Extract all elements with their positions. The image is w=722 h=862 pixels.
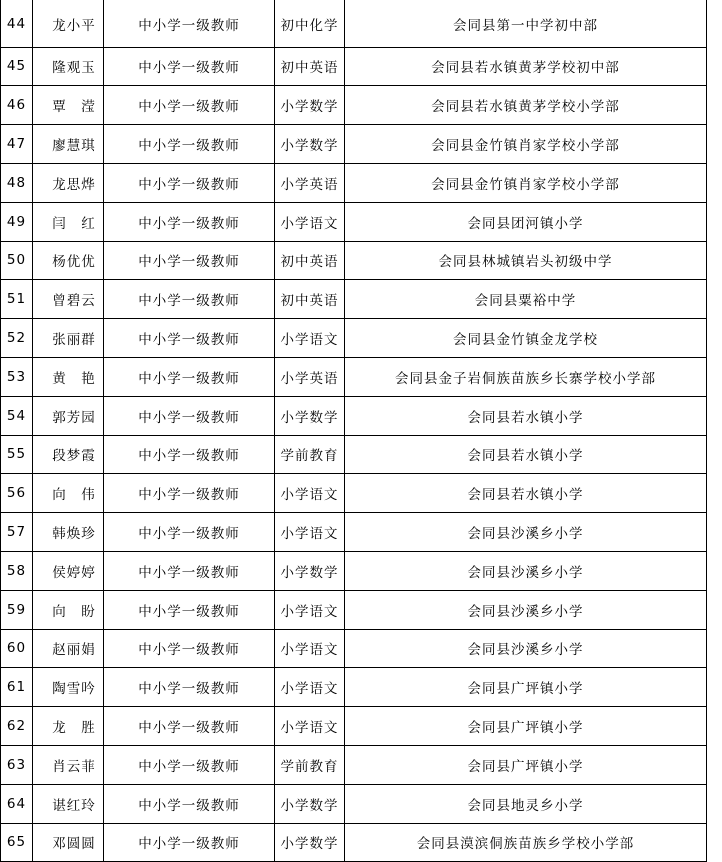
- teacher-school-cell: 会同县若水镇黄茅学校初中部: [345, 47, 707, 86]
- teacher-title-cell: 中小学一级教师: [104, 319, 275, 358]
- teacher-subject-cell: 小学语文: [275, 668, 345, 707]
- teacher-title-cell: 中小学一级教师: [104, 0, 275, 47]
- row-number-cell: 45: [1, 47, 33, 86]
- teacher-subject-cell: 小学语文: [275, 319, 345, 358]
- row-number-cell: 64: [1, 784, 33, 823]
- row-number-cell: 51: [1, 280, 33, 319]
- row-number-cell: 59: [1, 590, 33, 629]
- teacher-subject-cell: 小学数学: [275, 125, 345, 164]
- teacher-title-cell: 中小学一级教师: [104, 396, 275, 435]
- teacher-school-cell: 会同县沙溪乡小学: [345, 513, 707, 552]
- teacher-name-cell: 覃 滢: [33, 86, 104, 125]
- teacher-subject-cell: 小学数学: [275, 784, 345, 823]
- teacher-subject-cell: 学前教育: [275, 435, 345, 474]
- teacher-name-cell: 韩焕珍: [33, 513, 104, 552]
- table-row: [1, 357, 707, 396]
- teacher-school-cell: 会同县广坪镇小学: [345, 745, 707, 784]
- table-row: [1, 668, 707, 707]
- teacher-name-cell: 侯婷婷: [33, 551, 104, 590]
- row-number-cell: 57: [1, 513, 33, 552]
- teacher-name-cell: 向 伟: [33, 474, 104, 513]
- table-row: [1, 784, 707, 823]
- teacher-title-cell: 中小学一级教师: [104, 668, 275, 707]
- row-number-cell: 62: [1, 707, 33, 746]
- teacher-subject-cell: 小学语文: [275, 629, 345, 668]
- table-row: [1, 0, 707, 47]
- table-row: [1, 629, 707, 668]
- table-row: [1, 745, 707, 784]
- teacher-name-cell: 廖慧琪: [33, 125, 104, 164]
- row-number-cell: 44: [1, 0, 33, 47]
- teacher-title-cell: 中小学一级教师: [104, 163, 275, 202]
- teacher-name-cell: 陶雪吟: [33, 668, 104, 707]
- teacher-name-cell: 闫 红: [33, 202, 104, 241]
- teacher-title-cell: 中小学一级教师: [104, 745, 275, 784]
- teacher-school-cell: 会同县第一中学初中部: [345, 0, 707, 47]
- teacher-subject-cell: 小学数学: [275, 823, 345, 862]
- row-number-cell: 48: [1, 163, 33, 202]
- teacher-title-cell: 中小学一级教师: [104, 125, 275, 164]
- teacher-title-cell: 中小学一级教师: [104, 590, 275, 629]
- teacher-subject-cell: 小学语文: [275, 474, 345, 513]
- teacher-name-cell: 黄 艳: [33, 357, 104, 396]
- row-number-cell: 63: [1, 745, 33, 784]
- row-number-cell: 47: [1, 125, 33, 164]
- teacher-name-cell: 龙 胜: [33, 707, 104, 746]
- row-number-cell: 50: [1, 241, 33, 280]
- teacher-subject-cell: 小学语文: [275, 707, 345, 746]
- teacher-name-cell: 肖云菲: [33, 745, 104, 784]
- teacher-subject-cell: 初中英语: [275, 280, 345, 319]
- table-row: [1, 319, 707, 358]
- teacher-subject-cell: 小学数学: [275, 396, 345, 435]
- teacher-school-cell: 会同县林城镇岩头初级中学: [345, 241, 707, 280]
- teacher-school-cell: 会同县沙溪乡小学: [345, 590, 707, 629]
- row-number-cell: 52: [1, 319, 33, 358]
- roster-body: [1, 0, 707, 862]
- teacher-subject-cell: 初中英语: [275, 47, 345, 86]
- teacher-title-cell: 中小学一级教师: [104, 629, 275, 668]
- teacher-title-cell: 中小学一级教师: [104, 280, 275, 319]
- row-number-cell: 58: [1, 551, 33, 590]
- teacher-subject-cell: 初中英语: [275, 241, 345, 280]
- teacher-school-cell: 会同县金竹镇金龙学校: [345, 319, 707, 358]
- teacher-school-cell: 会同县金竹镇肖家学校小学部: [345, 163, 707, 202]
- table-row: [1, 707, 707, 746]
- teacher-title-cell: 中小学一级教师: [104, 202, 275, 241]
- table-row: [1, 241, 707, 280]
- teacher-name-cell: 谌红玲: [33, 784, 104, 823]
- table-row: [1, 86, 707, 125]
- teacher-title-cell: 中小学一级教师: [104, 823, 275, 862]
- row-number-cell: 65: [1, 823, 33, 862]
- teacher-school-cell: 会同县粟裕中学: [345, 280, 707, 319]
- teacher-school-cell: 会同县若水镇小学: [345, 435, 707, 474]
- teacher-subject-cell: 学前教育: [275, 745, 345, 784]
- teacher-school-cell: 会同县若水镇小学: [345, 396, 707, 435]
- teacher-title-cell: 中小学一级教师: [104, 357, 275, 396]
- table-row: [1, 823, 707, 862]
- teacher-title-cell: 中小学一级教师: [104, 707, 275, 746]
- table-row: [1, 513, 707, 552]
- row-number-cell: 49: [1, 202, 33, 241]
- teacher-title-cell: 中小学一级教师: [104, 47, 275, 86]
- teacher-name-cell: 龙思烨: [33, 163, 104, 202]
- teacher-school-cell: 会同县金子岩侗族苗族乡长寨学校小学部: [345, 357, 707, 396]
- teacher-title-cell: 中小学一级教师: [104, 241, 275, 280]
- teacher-school-cell: 会同县广坪镇小学: [345, 668, 707, 707]
- teacher-title-cell: 中小学一级教师: [104, 435, 275, 474]
- teacher-school-cell: 会同县金竹镇肖家学校小学部: [345, 125, 707, 164]
- teacher-school-cell: 会同县地灵乡小学: [345, 784, 707, 823]
- teacher-name-cell: 曾碧云: [33, 280, 104, 319]
- teacher-school-cell: 会同县沙溪乡小学: [345, 629, 707, 668]
- teacher-name-cell: 赵丽娟: [33, 629, 104, 668]
- teacher-title-cell: 中小学一级教师: [104, 784, 275, 823]
- teacher-title-cell: 中小学一级教师: [104, 474, 275, 513]
- teacher-subject-cell: 小学英语: [275, 163, 345, 202]
- teacher-name-cell: 段梦霞: [33, 435, 104, 474]
- teacher-name-cell: 隆观玉: [33, 47, 104, 86]
- row-number-cell: 46: [1, 86, 33, 125]
- row-number-cell: 55: [1, 435, 33, 474]
- row-number-cell: 54: [1, 396, 33, 435]
- teacher-school-cell: 会同县漠滨侗族苗族乡学校小学部: [345, 823, 707, 862]
- teacher-title-cell: 中小学一级教师: [104, 551, 275, 590]
- table-row: [1, 551, 707, 590]
- table-row: [1, 163, 707, 202]
- teacher-name-cell: 邓圆圆: [33, 823, 104, 862]
- table-row: [1, 396, 707, 435]
- teacher-school-cell: 会同县团河镇小学: [345, 202, 707, 241]
- teacher-title-cell: 中小学一级教师: [104, 513, 275, 552]
- teacher-school-cell: 会同县若水镇小学: [345, 474, 707, 513]
- table-row: [1, 435, 707, 474]
- teacher-subject-cell: 小学语文: [275, 202, 345, 241]
- teacher-subject-cell: 初中化学: [275, 0, 345, 47]
- teacher-name-cell: 张丽群: [33, 319, 104, 358]
- row-number-cell: 61: [1, 668, 33, 707]
- teacher-title-cell: 中小学一级教师: [104, 86, 275, 125]
- teacher-school-cell: 会同县广坪镇小学: [345, 707, 707, 746]
- table-row: [1, 474, 707, 513]
- teacher-name-cell: 杨优优: [33, 241, 104, 280]
- teacher-name-cell: 龙小平: [33, 0, 104, 47]
- teacher-name-cell: 向 盼: [33, 590, 104, 629]
- table-row: [1, 202, 707, 241]
- teacher-subject-cell: 小学数学: [275, 551, 345, 590]
- teacher-subject-cell: 小学英语: [275, 357, 345, 396]
- teacher-name-cell: 郭芳园: [33, 396, 104, 435]
- teacher-school-cell: 会同县若水镇黄茅学校小学部: [345, 86, 707, 125]
- teacher-subject-cell: 小学数学: [275, 86, 345, 125]
- table-row: [1, 280, 707, 319]
- row-number-cell: 60: [1, 629, 33, 668]
- table-row: [1, 590, 707, 629]
- teacher-subject-cell: 小学语文: [275, 513, 345, 552]
- row-number-cell: 53: [1, 357, 33, 396]
- teacher-subject-cell: 小学语文: [275, 590, 345, 629]
- table-row: [1, 125, 707, 164]
- row-number-cell: 56: [1, 474, 33, 513]
- table-row: [1, 47, 707, 86]
- teacher-school-cell: 会同县沙溪乡小学: [345, 551, 707, 590]
